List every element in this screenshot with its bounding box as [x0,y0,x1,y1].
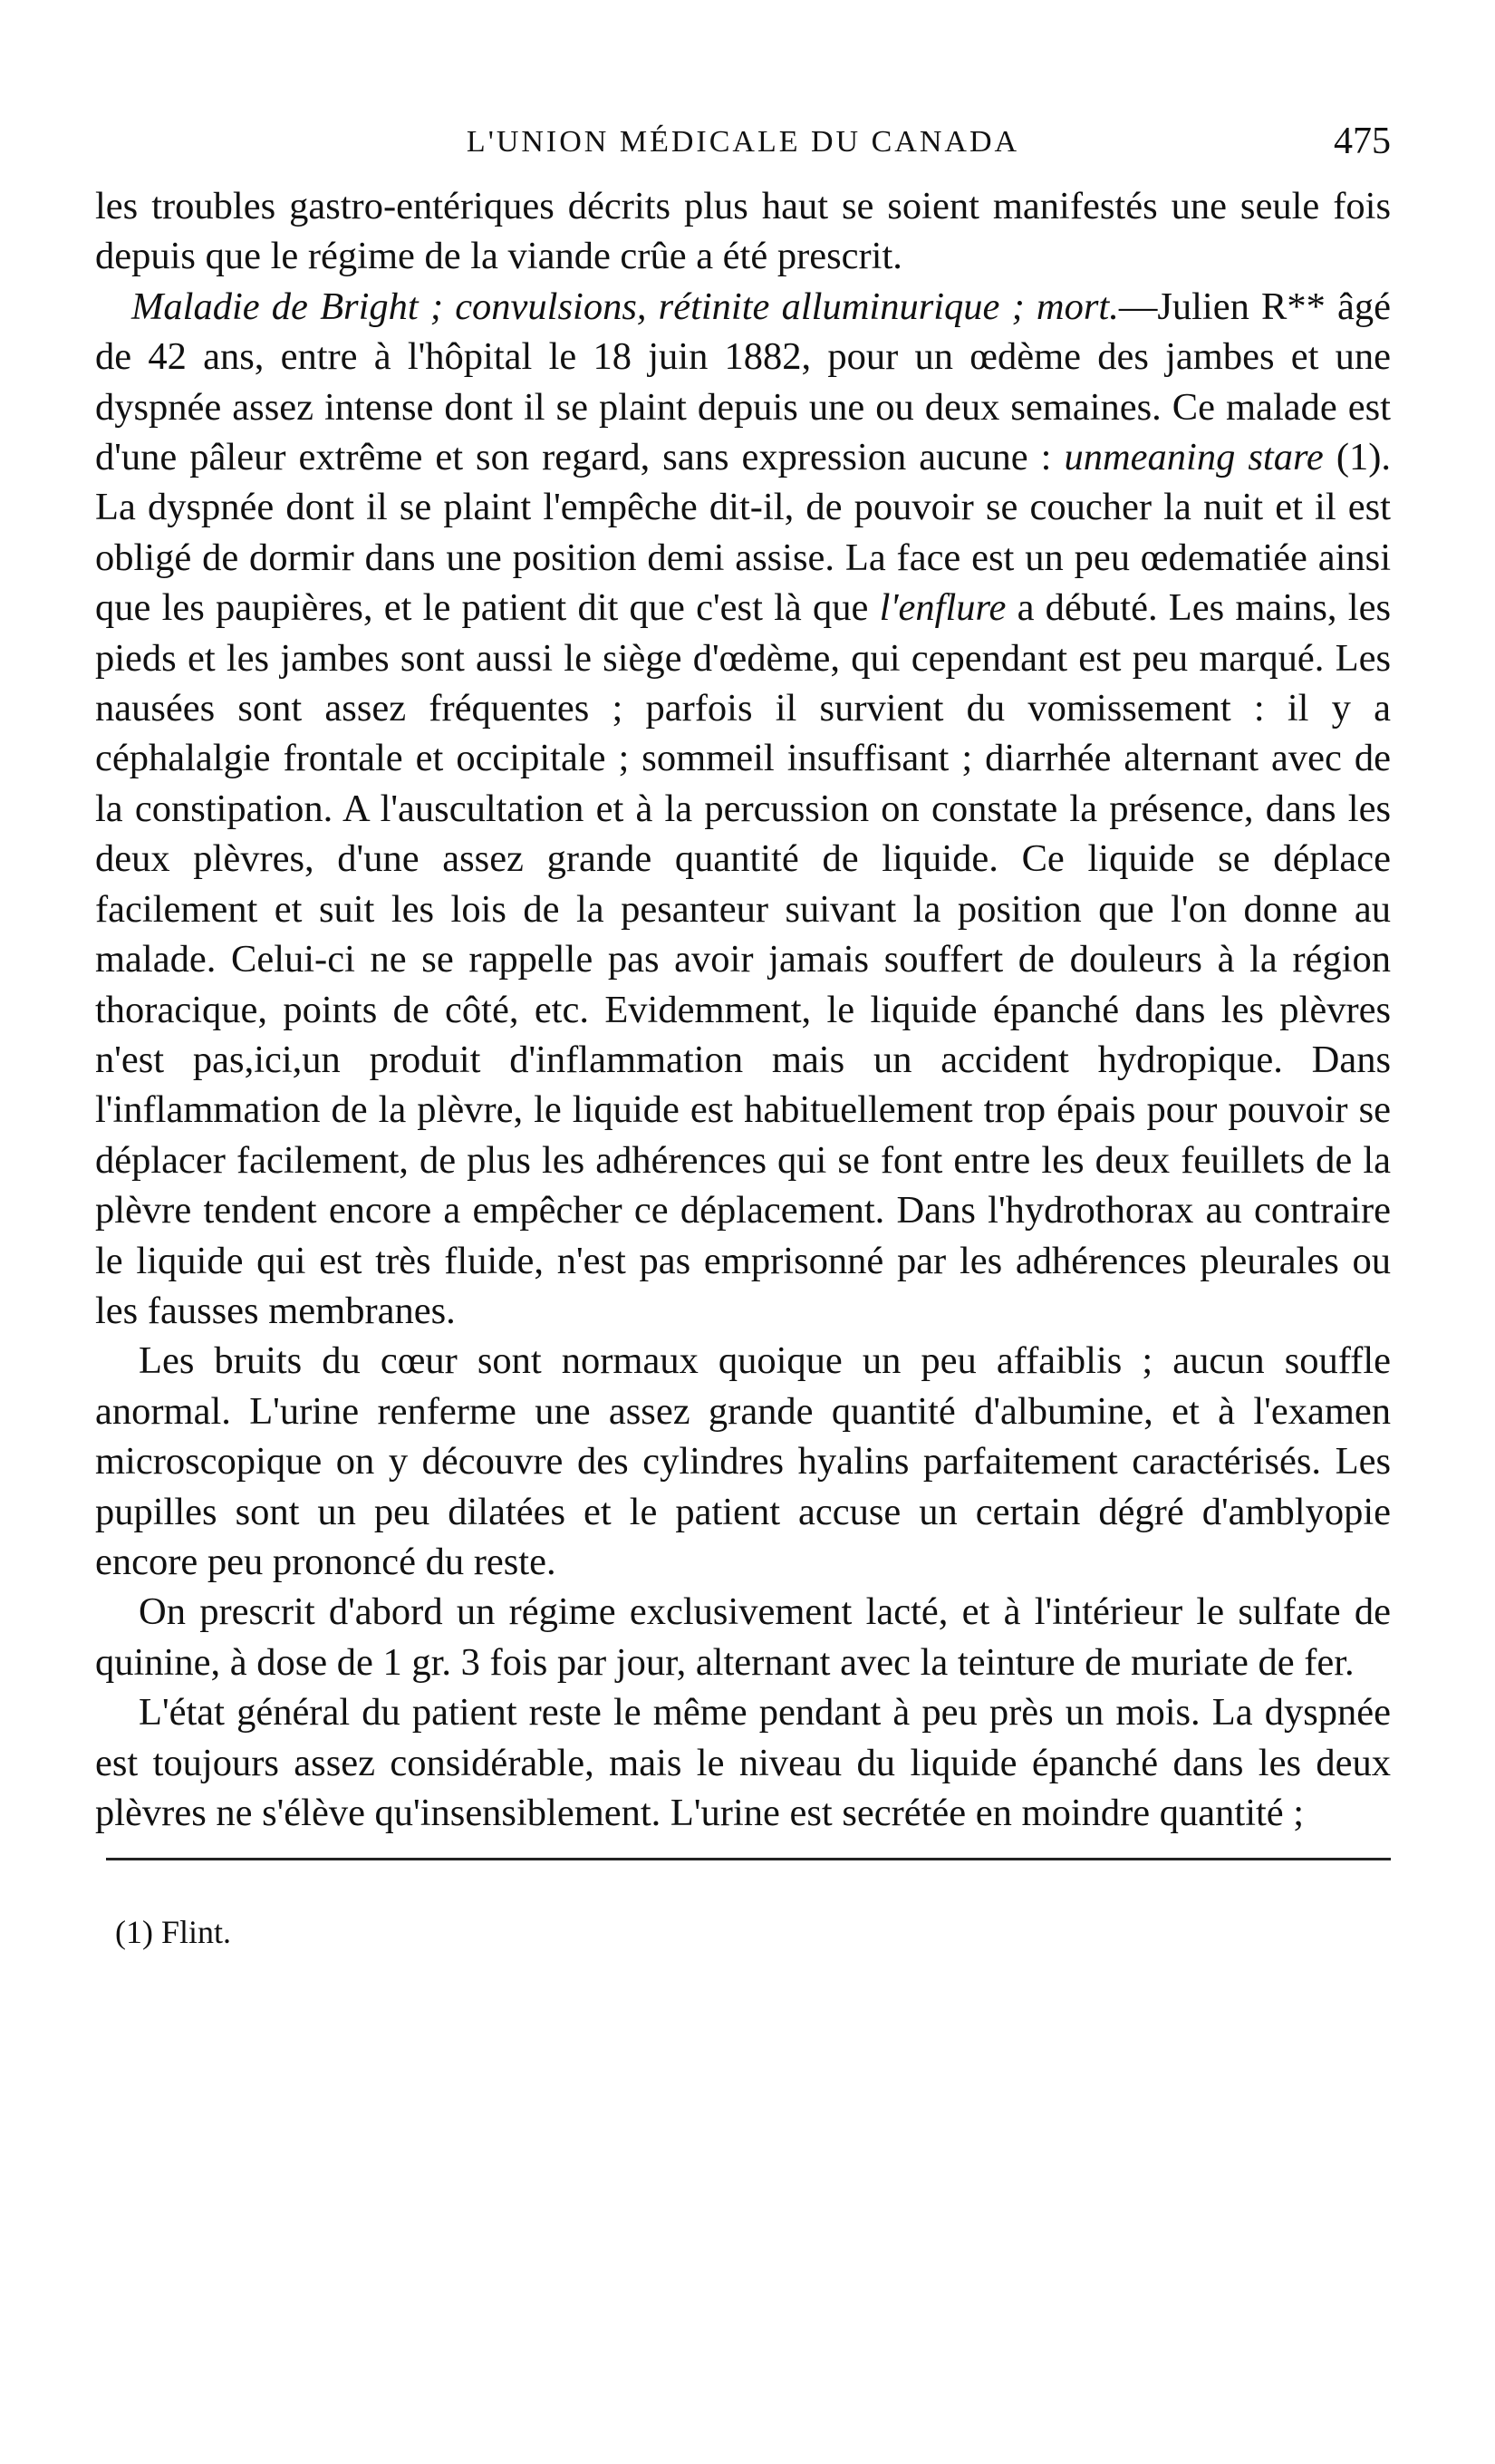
article-body [95,181,1391,1838]
case-heading: Maladie de Bright ; convulsions, rétinite alluminurique ; mort. [131,285,1119,328]
paragraph-heart-urine: Les bruits du cœur sont normaux quoique un peu affaiblis ; aucun souffle anormal. L'urine renferme une assez grande quantité d'albumine, et à l'examen microscopique on y découvre des cylindres hyalins parfaitement caractérisés. Les pupilles sont un peu dilatées et le patient accuse un certain dégré d'amblyopie encore peu prononcé du reste. [95,1339,1391,1583]
paragraph-prescription: On prescrit d'abord un régime exclusivement lacté, et à l'intérieur le sulfate de quinine, à dose de 1 gr. 3 fois par jour, alternant avec la teinture de muriate de fer. [95,1590,1391,1684]
paragraph-continuation: les troubles gastro-entériques décrits plus haut se soient manifestés une seule fois depuis que le régime de la viande crûe a été prescrit. [95,185,1391,278]
paragraph-general-state: L'état général du patient reste le même pendant à peu près un mois. La dyspnée est toujours assez considérable, mais le niveau du liquide épanché dans les deux plèvres ne s'élève qu'insensiblement. L'urine est secrétée en moindre quantité ; [95,1691,1391,1834]
case-text-c: a débuté. Les mains, les pieds et les jambes sont aussi le siège d'œdème, qui cependant est peu marqué. Les nausées sont assez fréquentes ; parfois il survient du vomissement : il y a céphalalgie frontale et occipitale ; sommeil insuffisant ; diarrhée alternant avec de la constipation. A l'auscultation et à la percussion on constate la présence, dans les deux plèvres, d'une assez grande quantité de liquide. Ce liquide se déplace facilement et suit les lois de la pesanteur suivant la position que l'on donne au malade. Celui-ci ne se rappelle pas avoir jamais souffert de douleurs à la région thoracique, points de côté, etc. Evidemment, le liquide épanché dans les plèvres n'est pas,ici,un produit d'inflammation mais un accident hydropique. Dans l'inflammation de la plèvre, le liquide est habituellement trop épais pour pouvoir se déplacer facilement, de plus les adhérences qui se font entre les deux feuillets de la plèvre tendent encore a empêcher ce déplacement. Dans l'hydrothorax au contraire le liquide qui est très fluide, n'est pas emprisonné par les adhérences pleurales ou les fausses membranes. [95,586,1391,1332]
page-number: 475 [1334,121,1391,162]
english-quote: unmeaning stare [1064,436,1324,479]
case-text-b: (1). La dyspnée dont il se plaint l'empêche dit-il, de pouvoir se coucher la nuit et il est obligé de dormir dans une position demi assise. La face est un peu œdematiée ainsi que les paupières, et le patient dit que c'est là que [95,436,1391,630]
footnote-rule [106,1858,1391,1860]
page-header [95,109,1391,181]
case-text-a: —Julien R** âgé de 42 ans, entre à l'hôpital le 18 juin 1882, pour un œdème des jambes et une dyspnée assez intense dont il se plaint depuis une ou deux semaines. Ce malade est d'une pâleur extrême et son regard, sans expression aucune : [95,285,1392,479]
paragraph-case-report [95,282,1391,1337]
running-title: L'UNION MÉDICALE DU CANADA [466,125,1020,159]
footnote: (1) Flint. [115,1914,232,1951]
enflure-term: l'enflure [879,586,1007,630]
page [95,109,1391,1951]
